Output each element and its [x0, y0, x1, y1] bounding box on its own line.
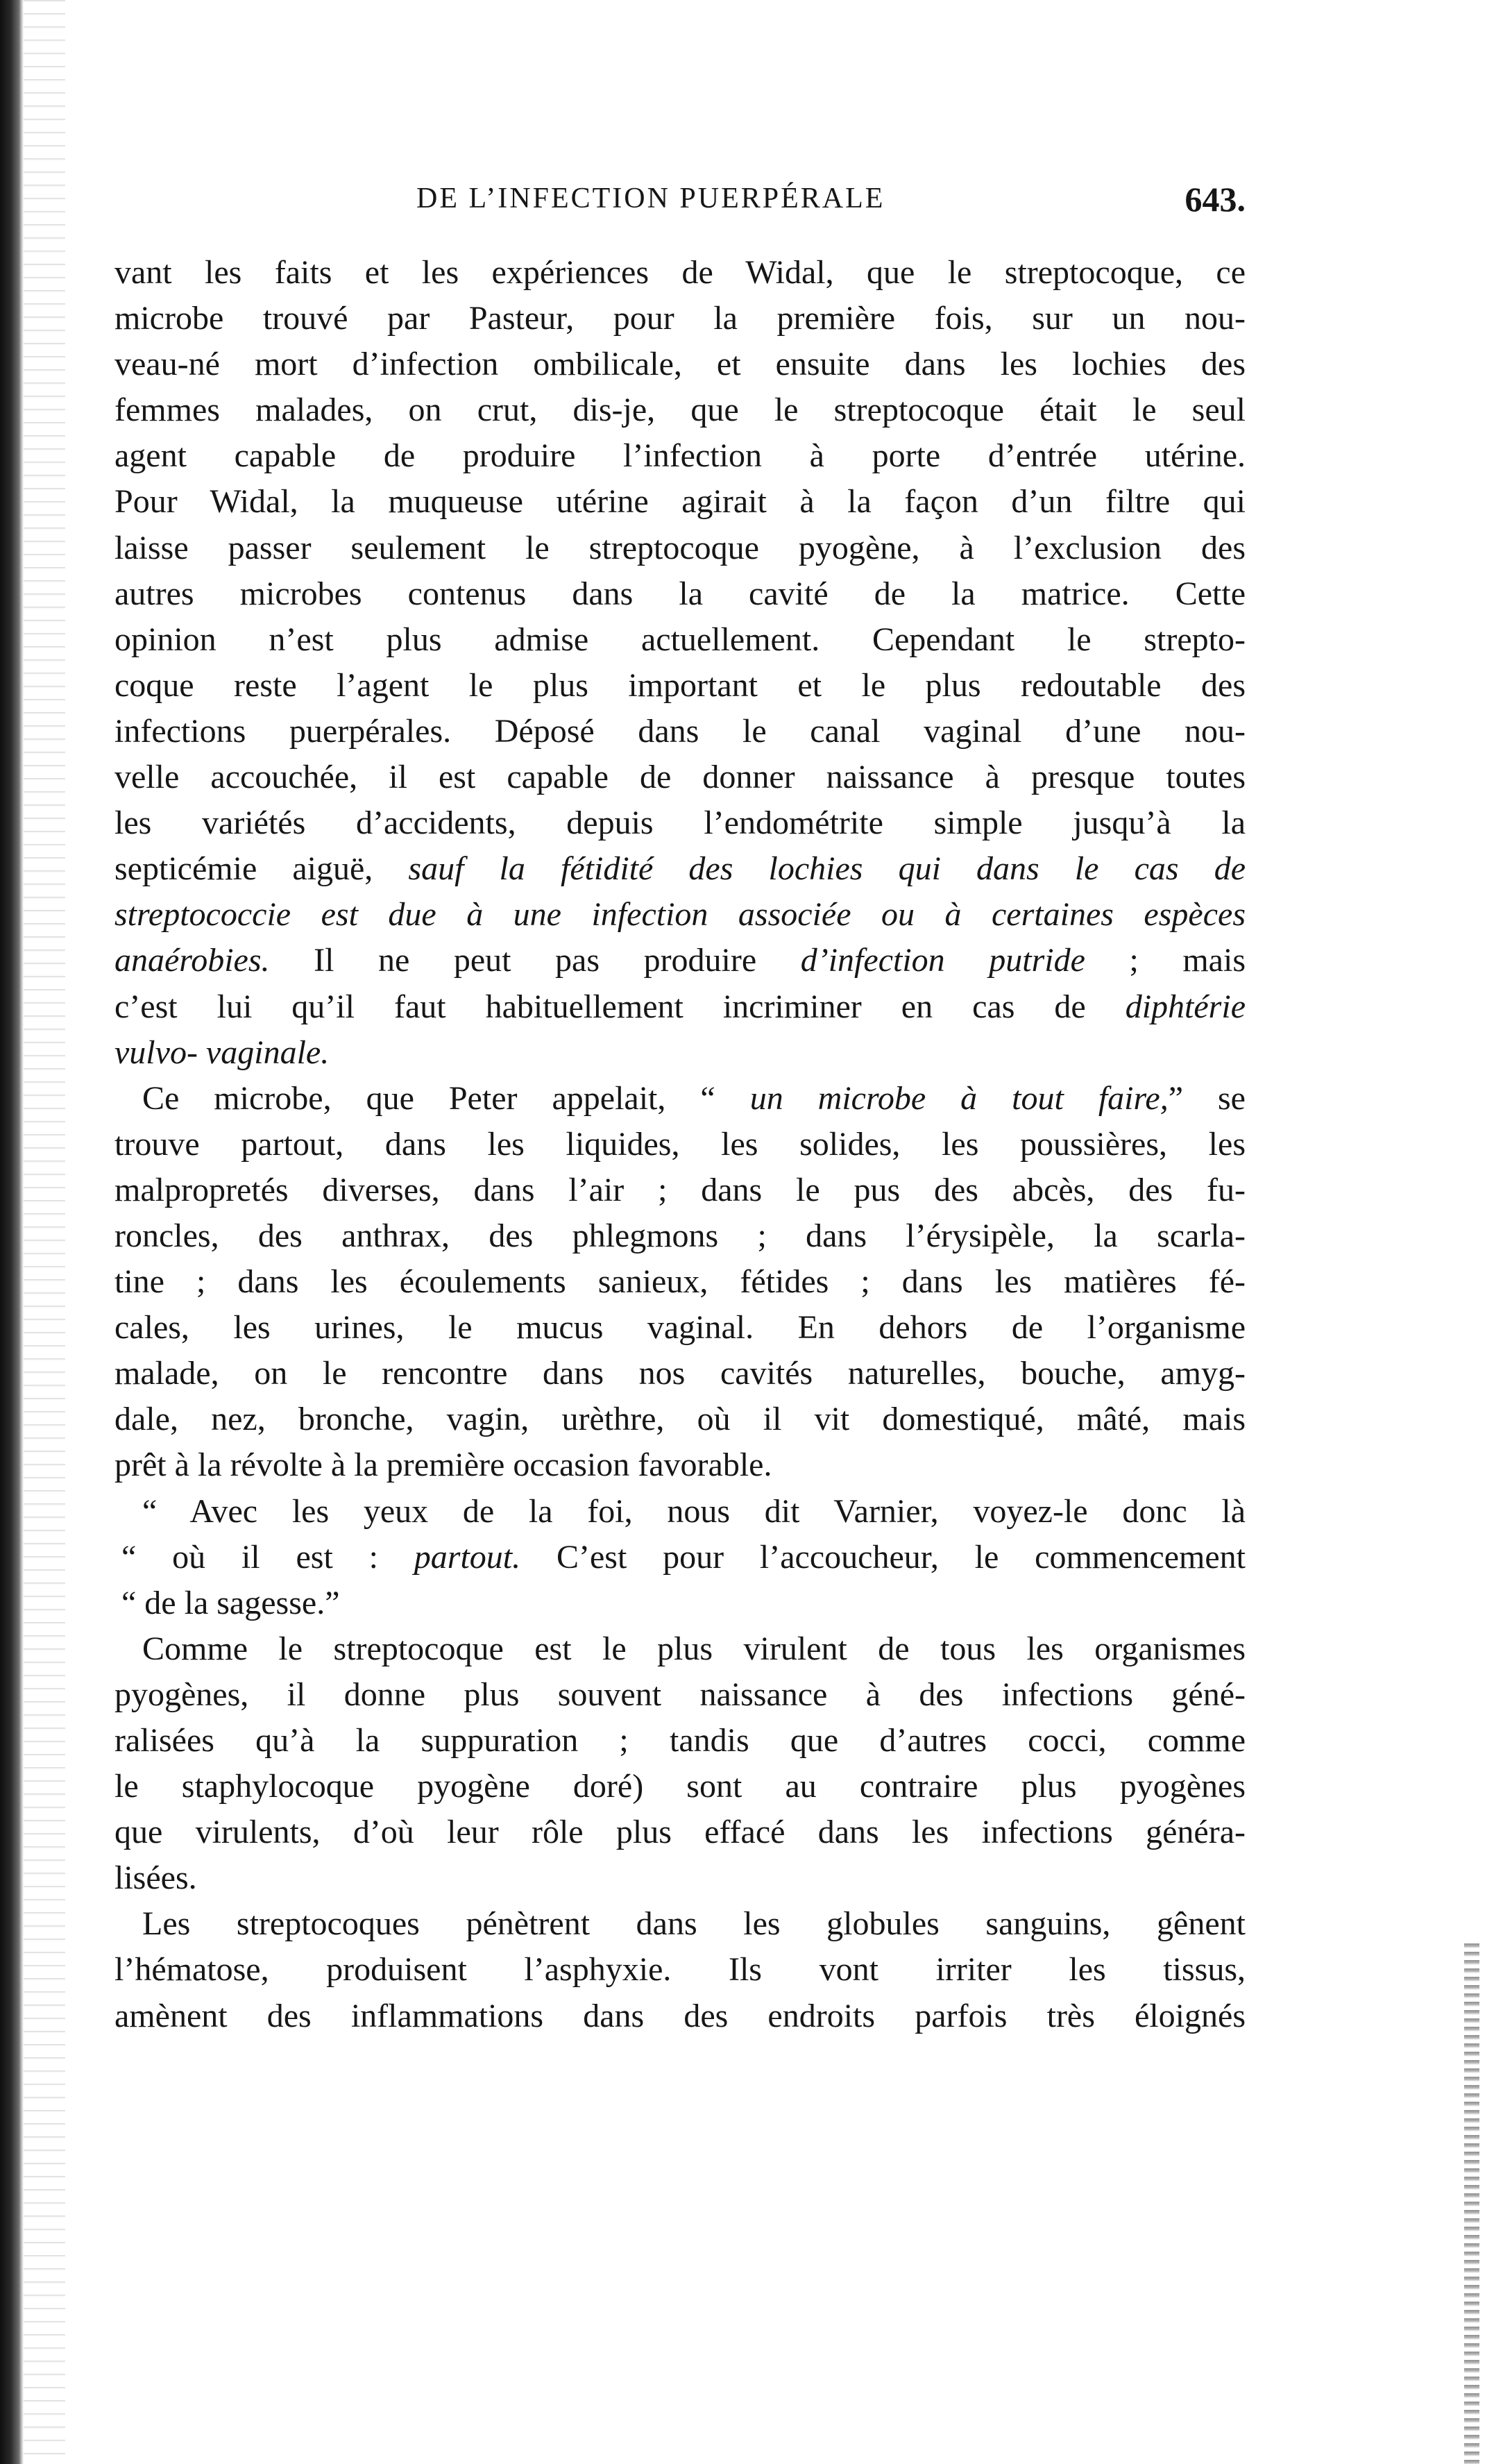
text-line: [114, 433, 1246, 479]
text-line: [114, 709, 1246, 754]
text-segment: femmes malades, on crut, dis-je, que le streptocoque était le seul: [114, 391, 1246, 429]
text-line: [114, 1809, 1246, 1855]
text-line: [114, 938, 1246, 984]
text-line: [114, 571, 1246, 617]
text-segment: ralisées qu’à la suppuration ; tandis que d’autres cocci, comme: [114, 1722, 1246, 1759]
text-line: [114, 1672, 1246, 1718]
text-segment: “ Avec les yeux de la foi, nous dit Varnier, voyez-le donc là: [142, 1492, 1246, 1530]
text-line: [114, 1947, 1246, 1993]
text-segment: septicémie aiguë,: [114, 850, 409, 888]
text-segment: microbe trouvé par Pasteur, pour la première fois, sur un nou-: [114, 300, 1246, 337]
text-line: [114, 663, 1246, 709]
text-line: [114, 1076, 1246, 1122]
text-line: [114, 1259, 1246, 1305]
text-line: [114, 1122, 1246, 1167]
italic-text-segment: streptococcie est due à une infection associée ou à certaines espèces: [114, 896, 1246, 934]
text-segment: Il ne peut pas produire: [269, 942, 801, 979]
text-segment: les variétés d’accidents, depuis l’endométrite simple jusqu’à la: [114, 804, 1246, 842]
text-line: [114, 1489, 1246, 1535]
binding-edge-right: [1464, 1943, 1479, 2464]
text-line: [114, 1030, 1246, 1076]
text-segment: pyogènes, il donne plus souvent naissance à des infections géné-: [114, 1676, 1246, 1713]
text-line: [114, 984, 1246, 1030]
italic-text-segment: diphtérie: [1125, 988, 1246, 1025]
text-segment: trouve partout, dans les liquides, les solides, les poussières, les: [114, 1125, 1246, 1163]
running-title: DE L’INFECTION PUERPÉRALE: [416, 183, 885, 214]
text-segment: vant les faits et les expériences de Widal, que le streptocoque, ce: [114, 254, 1246, 291]
italic-text-segment: d’infection putride: [800, 942, 1085, 979]
text-line: [114, 387, 1246, 433]
text-line: [114, 1901, 1246, 1947]
text-segment: Pour Widal, la muqueuse utérine agirait à la façon d’un filtre qui: [114, 483, 1246, 521]
text-segment: roncles, des anthrax, des phlegmons ; dans l’érysipèle, la scarla-: [114, 1217, 1246, 1254]
page-header: [114, 182, 1246, 237]
text-line: [114, 479, 1246, 525]
text-line: [114, 525, 1246, 571]
page-number: 643.: [1184, 180, 1246, 219]
text-segment: cales, les urines, le mucus vaginal. En dehors de l’organisme: [114, 1309, 1246, 1347]
text-segment: le staphylocoque pyogène doré) sont au contraire plus pyogènes: [114, 1768, 1246, 1805]
text-line: [114, 1626, 1246, 1672]
text-segment: “ de la sagesse.”: [121, 1584, 340, 1621]
text-segment: autres microbes contenus dans la cavité de la matrice. Cette: [114, 575, 1246, 612]
text-line: [114, 341, 1246, 387]
text-line: [114, 296, 1246, 341]
binding-edge-left: [0, 0, 24, 2464]
text-line: [114, 1993, 1246, 2039]
text-segment: coque reste l’agent le plus important et le plus redoutable des: [114, 666, 1246, 704]
text-line: [114, 1396, 1246, 1442]
text-segment: lisées.: [114, 1859, 197, 1897]
text-segment: laisse passer seulement le streptocoque pyogène, à l’exclusion des: [114, 529, 1246, 566]
text-segment: tine ; dans les écoulements sanieux, fétides ; dans les matières fé-: [114, 1263, 1246, 1301]
text-segment: Ce microbe, que Peter appelait, “: [142, 1079, 750, 1117]
italic-text-segment: sauf la fétidité des lochies qui dans le cas de: [408, 850, 1246, 888]
text-segment: prêt à la révolte à la première occasion favorable.: [114, 1446, 772, 1484]
text-segment: amènent des inflammations dans des endroits parfois très éloignés: [114, 1997, 1246, 2034]
text-line: [114, 617, 1246, 663]
text-segment: C’est pour l’accoucheur, le commencement: [520, 1538, 1246, 1576]
italic-text-segment: vulvo- vaginale.: [114, 1033, 330, 1071]
text-line: [114, 800, 1246, 846]
text-line: [114, 1535, 1246, 1580]
text-segment: velle accouchée, il est capable de donner naissance à presque toutes: [114, 759, 1246, 796]
text-line: [114, 846, 1246, 892]
text-segment: opinion n’est plus admise actuellement. Cependant le strepto-: [114, 621, 1246, 658]
text-segment: “ où il est :: [121, 1538, 414, 1576]
text-line: [114, 1718, 1246, 1764]
text-line: [114, 1213, 1246, 1259]
text-line: [114, 1167, 1246, 1213]
text-segment: c’est lui qu’il faut habituellement incriminer en cas de: [114, 988, 1126, 1025]
text-line: [114, 250, 1246, 296]
text-line: [114, 892, 1246, 938]
text-segment: Les streptocoques pénètrent dans les globules sanguins, gênent: [142, 1905, 1246, 1943]
text-segment: agent capable de produire l’infection à porte d’entrée utérine.: [114, 437, 1246, 475]
body-text: [114, 250, 1246, 2039]
text-segment: infections puerpérales. Déposé dans le canal vaginal d’une nou-: [114, 712, 1246, 750]
italic-text-segment: anaérobies.: [114, 942, 270, 979]
text-line: [114, 1351, 1246, 1396]
text-segment: ” se: [1168, 1079, 1246, 1117]
text-line: [114, 1764, 1246, 1809]
text-line: [114, 1580, 1246, 1626]
text-line: [114, 1855, 1246, 1901]
italic-text-segment: partout.: [414, 1538, 521, 1576]
binding-shadow: [24, 0, 65, 2464]
text-segment: veau-né mort d’infection ombilicale, et ensuite dans les lochies des: [114, 346, 1246, 383]
text-segment: malade, on le rencontre dans nos cavités naturelles, bouche, amyg-: [114, 1355, 1246, 1392]
italic-text-segment: un microbe à tout faire,: [749, 1079, 1169, 1117]
text-segment: l’hématose, produisent l’asphyxie. Ils vont irriter les tissus,: [114, 1951, 1246, 1989]
text-segment: malpropretés diverses, dans l’air ; dans le pus des abcès, des fu-: [114, 1171, 1246, 1208]
text-line: [114, 1442, 1246, 1488]
text-line: [114, 1305, 1246, 1351]
text-line: [114, 754, 1246, 800]
text-segment: que virulents, d’où leur rôle plus effacé dans les infections généra-: [114, 1814, 1246, 1851]
text-segment: ; mais: [1085, 942, 1246, 979]
text-segment: dale, nez, bronche, vagin, urèthre, où il vit domestiqué, mâté, mais: [114, 1401, 1246, 1438]
text-segment: Comme le streptocoque est le plus virulent de tous les organismes: [142, 1630, 1246, 1667]
